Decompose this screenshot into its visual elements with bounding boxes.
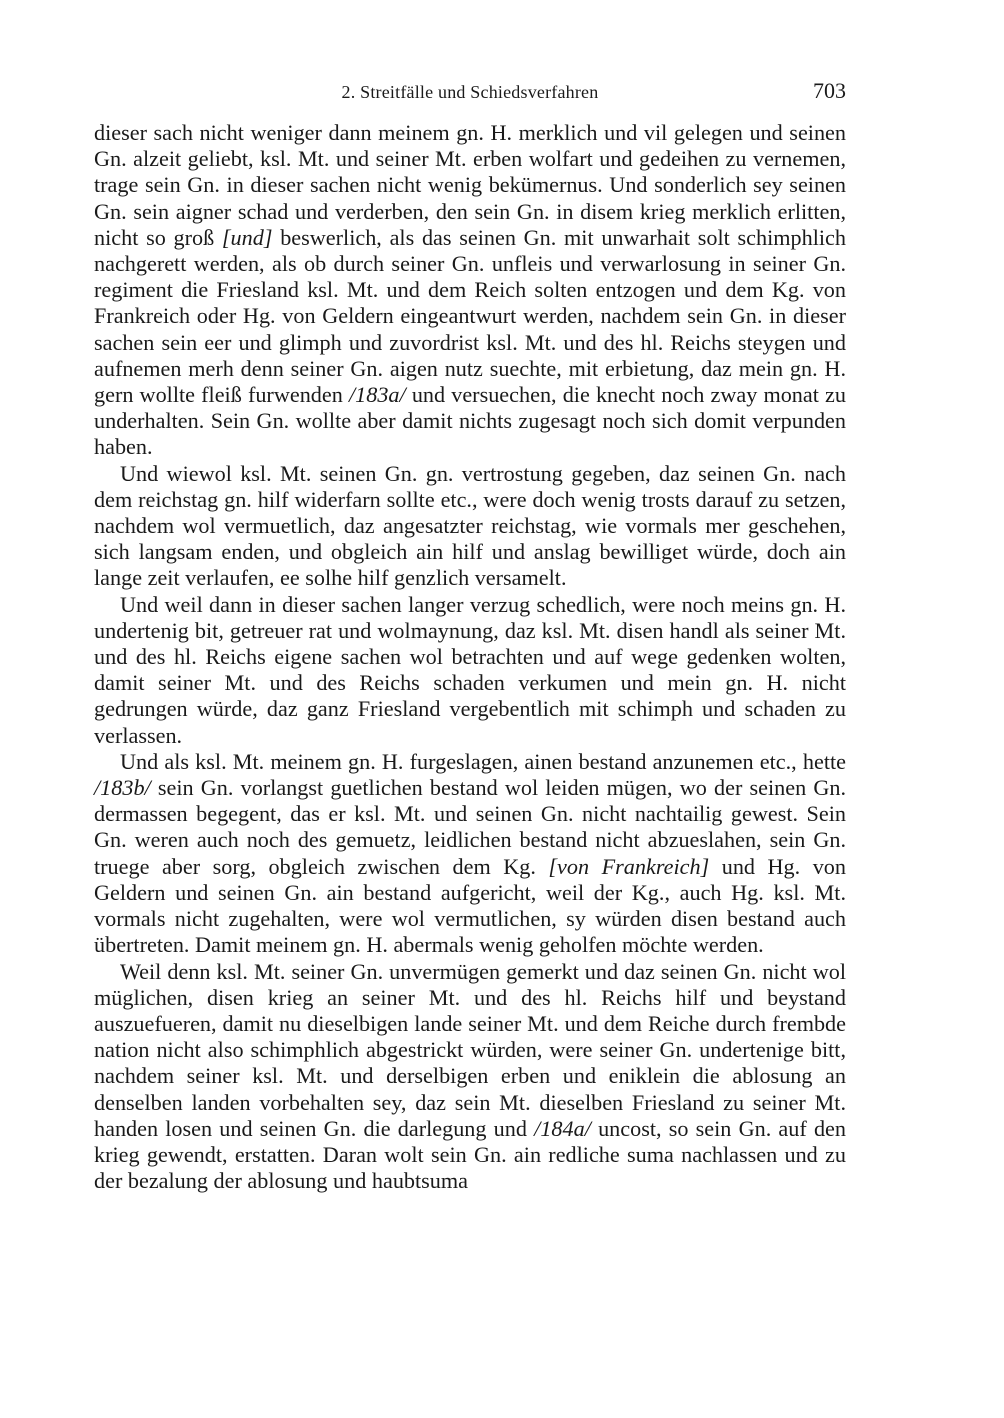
- paragraph: [94, 120, 846, 461]
- body-text: [94, 120, 846, 1194]
- text-run: sein Gn. vorlangst guetlichen bestand wol leiden mügen, wo der seinen Gn. dermassen begegent, das er ksl. Mt. und seinen Gn. nicht nachtailig gewest. Sein Gn. weren auch noch des gemuetz, leidlichen bestand nicht abzueslahen, sein Gn. truege aber sorg, obgleich zwischen dem Kg.: [94, 775, 846, 879]
- text-run: dieser sach nicht weniger dann meinem gn. H. merklich und vil gelegen und seinen Gn. alzeit geliebt, ksl. Mt. und seiner Mt. erben wolfart und gedeihen zu vernemen, trage sein Gn. in dieser sachen nicht wenig bekümernus. Und sonderlich sey seinen Gn. sein aigner schad und verderben, den sein Gn. in disem krieg merklich erlitten, nicht so groß: [94, 120, 846, 250]
- text-run: Und als ksl. Mt. meinem gn. H. furgeslagen, ainen bestand anzunemen etc., hette: [120, 748, 846, 774]
- editorial-insertion: [und]: [221, 224, 273, 250]
- folio-marker: /183b/: [94, 775, 151, 801]
- paragraph: [94, 461, 846, 592]
- paragraph: [94, 592, 846, 749]
- text-run: Und weil dann in dieser sachen langer verzug schedlich, were noch meins gn. H. undertenig bit, getreuer rat und wolmaynung, daz ksl. Mt. disen handl als seiner Mt. und des hl. Reichs eigene sachen wol betrachten und auf wege gedenken wolten, damit seiner Mt. und des Reichs schaden verkumen und mein gn. H. nicht gedrungen würde, daz ganz Friesland vergebentlich mit schimph und schaden zu verlassen.: [94, 591, 846, 748]
- paragraph: [94, 959, 846, 1195]
- editorial-insertion: [von Frankreich]: [548, 853, 710, 879]
- text-run: Und wiewol ksl. Mt. seinen Gn. gn. vertrostung gegeben, daz seinen Gn. nach dem reichstag gn. hilf widerfarn sollte etc., were doch wenig trosts darauf zu setzen, nachdem wol vermuetlich, daz angesatzter reichstag, wie vormals mer geschehen, sich langsam enden, und obgleich ain hilf und anslag bewilliget würde, doch ain lange zeit verlaufen, ee solhe hilf genzlich versamelt.: [94, 460, 846, 591]
- running-head: 2. Streitfälle und Schiedsverfahren: [341, 82, 599, 102]
- page-header: [94, 78, 846, 110]
- folio-marker: /183a/: [348, 382, 406, 408]
- paragraph: [94, 749, 846, 959]
- folio-marker: /184a/: [534, 1115, 591, 1141]
- text-run: uncost, so sein Gn. auf den krieg gewendt, erstatten. Daran wolt sein Gn. ain redliche suma nachlassen und zu der bezalung der ablosung und haubtsuma: [94, 1115, 846, 1194]
- text-run: und versuechen, die knecht noch zway monat zu underhalten. Sein Gn. wollte aber damit nichts zugesagt noch sich domit verpunden haben.: [94, 382, 846, 460]
- page-number: 703: [813, 78, 846, 103]
- text-run: Weil denn ksl. Mt. seiner Gn. unvermügen gemerkt und daz seinen Gn. nicht wol müglichen, disen krieg an seiner Mt. und des hl. Reichs hilf und beystand auszuefueren, damit nu dieselbigen lande seiner Mt. und dem Reiche durch frembde nation nicht also schimphlich abgestrickt würden, were seiner Gn. undertenige bitt, nachdem seiner ksl. Mt. und derselbigen erben und eniklein die ablosung an denselben landen vorbehalten sey, daz sein Mt. dieselben Friesland zu seiner Mt. handen losen und seinen Gn. die darlegung und: [94, 958, 846, 1141]
- text-run: beswerlich, als das seinen Gn. mit unwarhait solt schimphlich nachgerett werden, als ob durch seiner Gn. unfleis und verwarlosung in seiner Gn. regiment die Friesland ksl. Mt. und dem Reich solten entzogen und dem Kg. von Frankreich oder Hg. von Geldern eingeantwurt werden, nachdem sein Gn. in dieser sachen sein eer und glimph und zuvordrist ksl. Mt. und des hl. Reichs steygen und aufnemen merh denn seiner Gn. aigen nutz suechte, mit erbietung, daz mein gn. H. gern wollte fleiß furwenden: [94, 224, 846, 408]
- text-run: und Hg. von Geldern und seinen Gn. ain bestand aufgericht, weil der Kg., auch Hg. ksl. Mt. vormals nicht zugehalten, were wol vermutlichen, sy würden disen bestand auch übertreten. Damit meinem gn. H. abermals wenig geholfen möchte werden.: [94, 853, 846, 958]
